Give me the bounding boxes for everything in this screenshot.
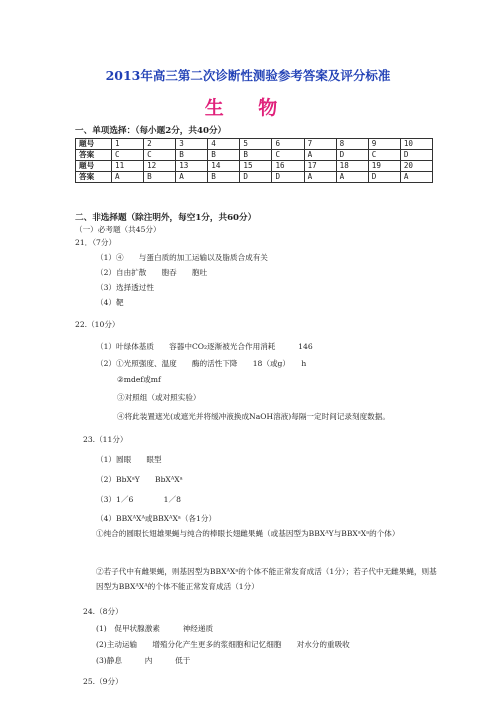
answer-table (75, 138, 433, 183)
row-label: 答案 (76, 150, 112, 161)
row-label: 答案 (76, 172, 112, 183)
table-cell: B (208, 150, 240, 161)
q22-line5: ④将此装置遮光(或遮光并将缓冲液换成NaOH溶液)每隔一定时间记录刻度数据。 (117, 412, 390, 421)
q23-heading: 23.（11分） (83, 435, 128, 444)
table-cell: A (304, 150, 336, 161)
table-cell: D (272, 172, 304, 183)
part2-subheading: （一）必考题（共45分） (75, 225, 161, 234)
table-cell: B (176, 150, 208, 161)
q24-heading: 24.（8分） (83, 607, 123, 616)
page-title: 2013年高三第二次诊断性测验参考答案及评分标准 (105, 68, 391, 83)
answer-table-row (76, 139, 433, 150)
table-cell: 16 (272, 161, 304, 172)
q21-line1: （1）④ 与蛋白质的加工运输以及脂质合成有关 (96, 253, 268, 262)
table-cell: C (368, 150, 400, 161)
q21-line2: （2）自由扩散 胞吞 胞吐 (96, 268, 208, 277)
q25-heading: 25.（9分） (83, 677, 123, 686)
q22-line1: （1）叶绿体基质 容器中CO₂逐渐被光合作用消耗 146 (96, 342, 313, 351)
table-cell: A (176, 172, 208, 183)
q21-line3: （3）选择透过性 (96, 283, 154, 292)
answer-table-row (76, 172, 433, 183)
table-cell: 11 (112, 161, 144, 172)
q23-line3: （3）1／6 1／8 (96, 495, 181, 504)
table-cell: 8 (336, 139, 368, 150)
q23-line4: （4）BBXᴬXᴬ或BBXᴬXᵃ（各1分） (96, 514, 217, 523)
table-cell: C (144, 150, 176, 161)
table-cell: 1 (112, 139, 144, 150)
table-cell: B (144, 172, 176, 183)
q23-line2: （2）BbXᵃY BbXᴬXᵃ (96, 475, 183, 484)
q22-line2: （2）①光照强度、温度 酶的活性下降 18（或g） h (96, 359, 307, 368)
table-cell: A (336, 172, 368, 183)
table-cell: B (208, 172, 240, 183)
subject-title: 生 物 (204, 97, 292, 119)
table-cell: 4 (208, 139, 240, 150)
table-cell: A (400, 172, 432, 183)
table-cell: 18 (336, 161, 368, 172)
table-cell: B (240, 150, 272, 161)
table-cell: 5 (240, 139, 272, 150)
q23-para1: ①纯合的圆眼长翅雄果蝇与纯合的棒眼长翅雌果蝇（或基因型为BBXᴬY与BBXᵃXᵃ的个体） (96, 529, 400, 538)
q21-line4: （4）靶 (96, 298, 124, 307)
table-cell: 14 (208, 161, 240, 172)
table-cell: D (240, 172, 272, 183)
table-cell: A (304, 172, 336, 183)
q24-line2: (2)主动运输 增殖分化产生更多的浆细胞和记忆细胞 对水分的重吸收 (96, 640, 350, 649)
q24-line3: (3)静息 内 低于 (96, 656, 191, 665)
row-label: 题号 (76, 161, 112, 172)
table-cell: 13 (176, 161, 208, 172)
table-cell: 17 (304, 161, 336, 172)
table-cell: 19 (368, 161, 400, 172)
row-label: 题号 (76, 139, 112, 150)
q24-line1: (1) 促甲状腺激素 神经递质 (96, 624, 214, 633)
table-cell: 6 (272, 139, 304, 150)
table-cell: 7 (304, 139, 336, 150)
table-cell: 10 (400, 139, 432, 150)
table-cell: 2 (144, 139, 176, 150)
table-cell: A (112, 172, 144, 183)
q23-line1: （1）圆眼 眼型 (96, 455, 162, 464)
q21-heading: 21．（7分） (75, 238, 117, 247)
part2-heading: 二、非选择题（除注明外，每空1分，共60分） (75, 213, 257, 223)
table-cell: C (112, 150, 144, 161)
table-cell: C (272, 150, 304, 161)
q23-para2: ②若子代中有雌果蝇，则基因型为BBXᴬXᵃ的个体不能正常发育成活（1分）；若子代中无雌果蝇，则基因型为BBXᴬXᴬ的个体不能正常发育成活（1分） (96, 567, 437, 591)
table-cell: D (368, 172, 400, 183)
table-cell: 20 (400, 161, 432, 172)
table-cell: 15 (240, 161, 272, 172)
q22-line3: ②mdef或mf (117, 375, 161, 384)
part1-heading: 一、单项选择：（每小题2分，共40分） (75, 126, 227, 136)
table-cell: D (336, 150, 368, 161)
table-cell: 3 (176, 139, 208, 150)
table-cell: D (400, 150, 432, 161)
table-cell: 12 (144, 161, 176, 172)
answer-table-row (76, 150, 433, 161)
q22-line4: ③对照组（或对照实验） (117, 393, 201, 402)
table-cell: 9 (368, 139, 400, 150)
answer-table-row (76, 161, 433, 172)
q22-heading: 22.（10分） (75, 320, 120, 329)
